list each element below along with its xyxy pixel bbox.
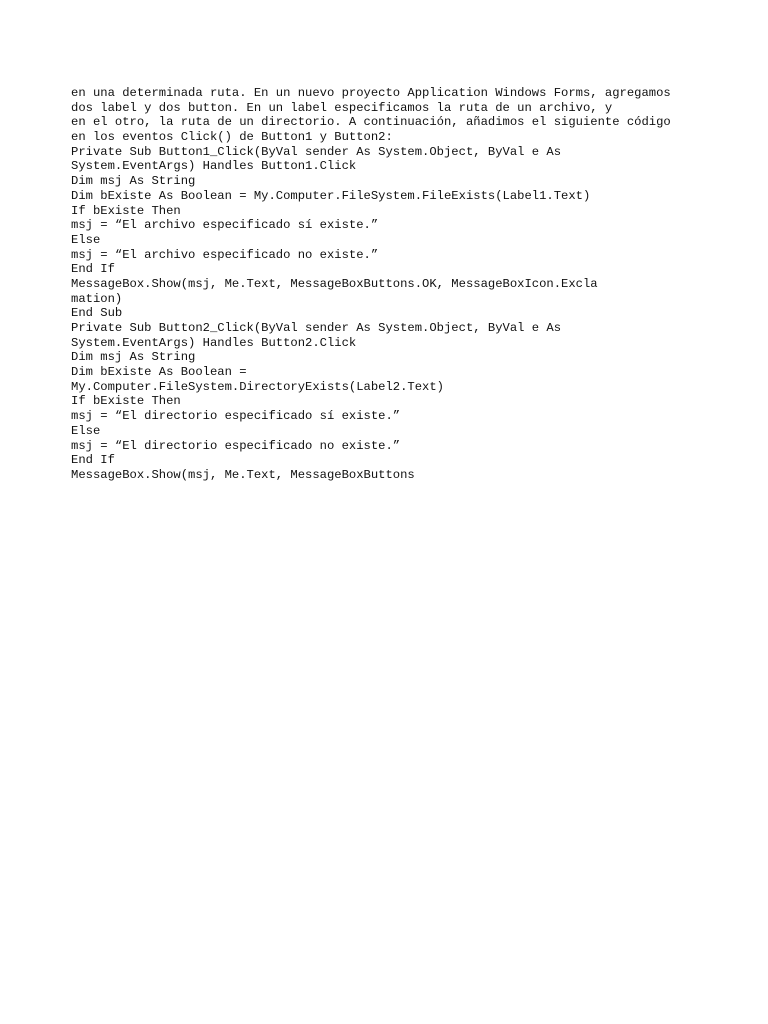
code-line: If bExiste Then [71, 203, 181, 218]
text-line: en los eventos Click() de Button1 y Button2: [71, 130, 393, 145]
code-line: mation) [71, 291, 123, 306]
code-line: msj = “El directorio especificado no existe.” [71, 438, 401, 453]
text-line: en una determinada ruta. En un nuevo proyecto Application Windows Forms, agregamos [71, 86, 671, 100]
code-line: Dim bExiste As Boolean = [71, 365, 247, 380]
code-line: Private Sub Button2_Click(ByVal sender As System.Object, ByVal e As [71, 321, 562, 335]
code-line: End If [71, 453, 115, 468]
code-line: System.EventArgs) Handles Button1.Click [71, 159, 357, 174]
text-line: en el otro, la ruta de un directorio. A continuación, añadimos el siguiente código [71, 115, 671, 130]
code-line: System.EventArgs) Handles Button2.Click [71, 335, 357, 350]
code-line: End Sub [71, 306, 123, 321]
code-line: MessageBox.Show(msj, Me.Text, MessageBoxButtons [71, 467, 415, 482]
code-line: msj = “El archivo especificado no existe.” [71, 247, 379, 262]
code-line: If bExiste Then [71, 394, 181, 409]
code-line: Dim msj As String [71, 350, 196, 365]
code-line: Dim bExiste As Boolean = My.Computer.FileSystem.FileExists(Label1.Text) [71, 188, 591, 203]
code-line: Else [71, 232, 101, 247]
code-line: Else [71, 423, 101, 438]
code-line: msj = “El archivo especificado sí existe.” [71, 218, 379, 233]
code-line: Dim msj As String [71, 174, 196, 189]
code-line: msj = “El directorio especificado sí existe.” [71, 409, 401, 424]
document-text [71, 86, 731, 483]
text-line: dos label y dos button. En un label especificamos la ruta de un archivo, y [71, 100, 613, 115]
code-line: MessageBox.Show(msj, Me.Text, MessageBoxButtons.OK, MessageBoxIcon.Excla [71, 276, 598, 291]
code-line: Private Sub Button1_Click(ByVal sender As System.Object, ByVal e As [71, 144, 562, 159]
code-line: My.Computer.FileSystem.DirectoryExists(Label2.Text) [71, 379, 444, 394]
code-line: End If [71, 262, 115, 277]
